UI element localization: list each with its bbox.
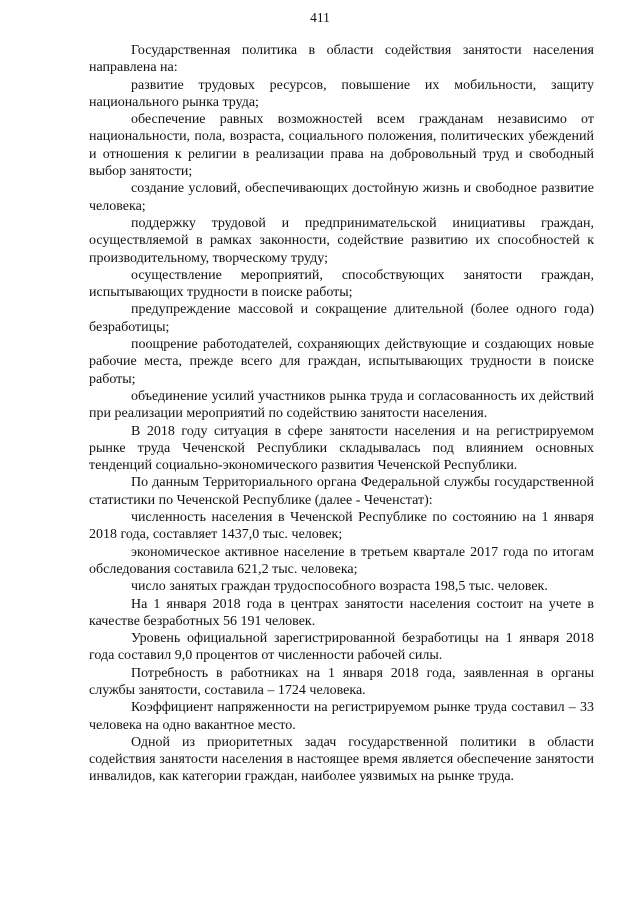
paragraph-situation-2018: В 2018 году ситуация в сфере занятости населения и на регистрируемом рынке труда Чеченской Республики складывалась под влиянием основных тенденций социально-экономического развития Чеченской Республики.: [89, 423, 594, 474]
paragraph-item: осуществление мероприятий, способствующих занятости граждан, испытывающих трудности в поиске работы;: [89, 267, 594, 301]
paragraph-unemployment-rate: Уровень официальной зарегистрированной безработицы на 1 января 2018 года составил 9,0 процентов от численности рабочей силы.: [89, 631, 594, 664]
paragraph-tension-coefficient: Коэффициент напряженности на регистрируемом рынке труда составил – 33 человека на одно вакантное место.: [89, 700, 594, 733]
paragraph-item: объединение усилий участников рынка труда и согласованность их действий при реализации мероприятий по содействию занятости населения.: [89, 388, 594, 422]
paragraph-statistics-source: По данным Территориального органа Федеральной службы государственной статистики по Чеченской Республике (далее - Чеченстат):: [89, 475, 594, 508]
paragraph-labor-demand: Потребность в работниках на 1 января 2018 года, заявленная в органы службы занятости, составила – 1724 человека.: [89, 665, 594, 698]
paragraph-item: поддержку трудовой и предпринимательской инициативы граждан, осуществляемой в рамках законности, содействие развитию их способностей к производительному, творческому труду;: [89, 215, 594, 266]
paragraph-item: развитие трудовых ресурсов, повышение их мобильности, защиту национального рынка труда;: [89, 77, 594, 110]
paragraph-item: обеспечение равных возможностей всем гражданам независимо от национальности, пола, возраста, социального положения, политических убеждений и отношения к религии в реализации права на добровольный труд и свободный выбор занятости;: [89, 112, 594, 180]
paragraph-disabled-employment: Одной из приоритетных задач государственной политики в области содействия занятости населения в настоящее время является обеспечение занятости инвалидов, как категории граждан, наиболее уязвимых на рынке труда.: [89, 734, 594, 785]
paragraph-intro: Государственная политика в области содействия занятости населения направлена на:: [89, 43, 594, 76]
paragraph-item: поощрение работодателей, сохраняющих действующие и создающих новые рабочие места, прежде всего для граждан, испытывающих трудности в поиске работы;: [89, 337, 594, 387]
document-body: [89, 42, 594, 786]
paragraph-item: предупреждение массовой и сокращение длительной (более одного года) безработицы;: [89, 302, 594, 335]
page-number: 411: [310, 10, 330, 25]
paragraph-population: численность населения в Чеченской Республике по состоянию на 1 января 2018 года, составляет 1437,0 тыс. человек;: [89, 510, 594, 543]
paragraph-item: создание условий, обеспечивающих достойную жизнь и свободное развитие человека;: [89, 181, 594, 214]
paragraph-employed: число занятых граждан трудоспособного возраста 198,5 тыс. человек.: [131, 579, 548, 595]
paragraph-unemployed-registered: На 1 января 2018 года в центрах занятости населения состоит на учете в качестве безработных 56 191 человек.: [89, 596, 594, 629]
paragraph-active-population: экономическое активное население в третьем квартале 2017 года по итогам обследования составила 621,2 тыс. человека;: [89, 544, 594, 577]
